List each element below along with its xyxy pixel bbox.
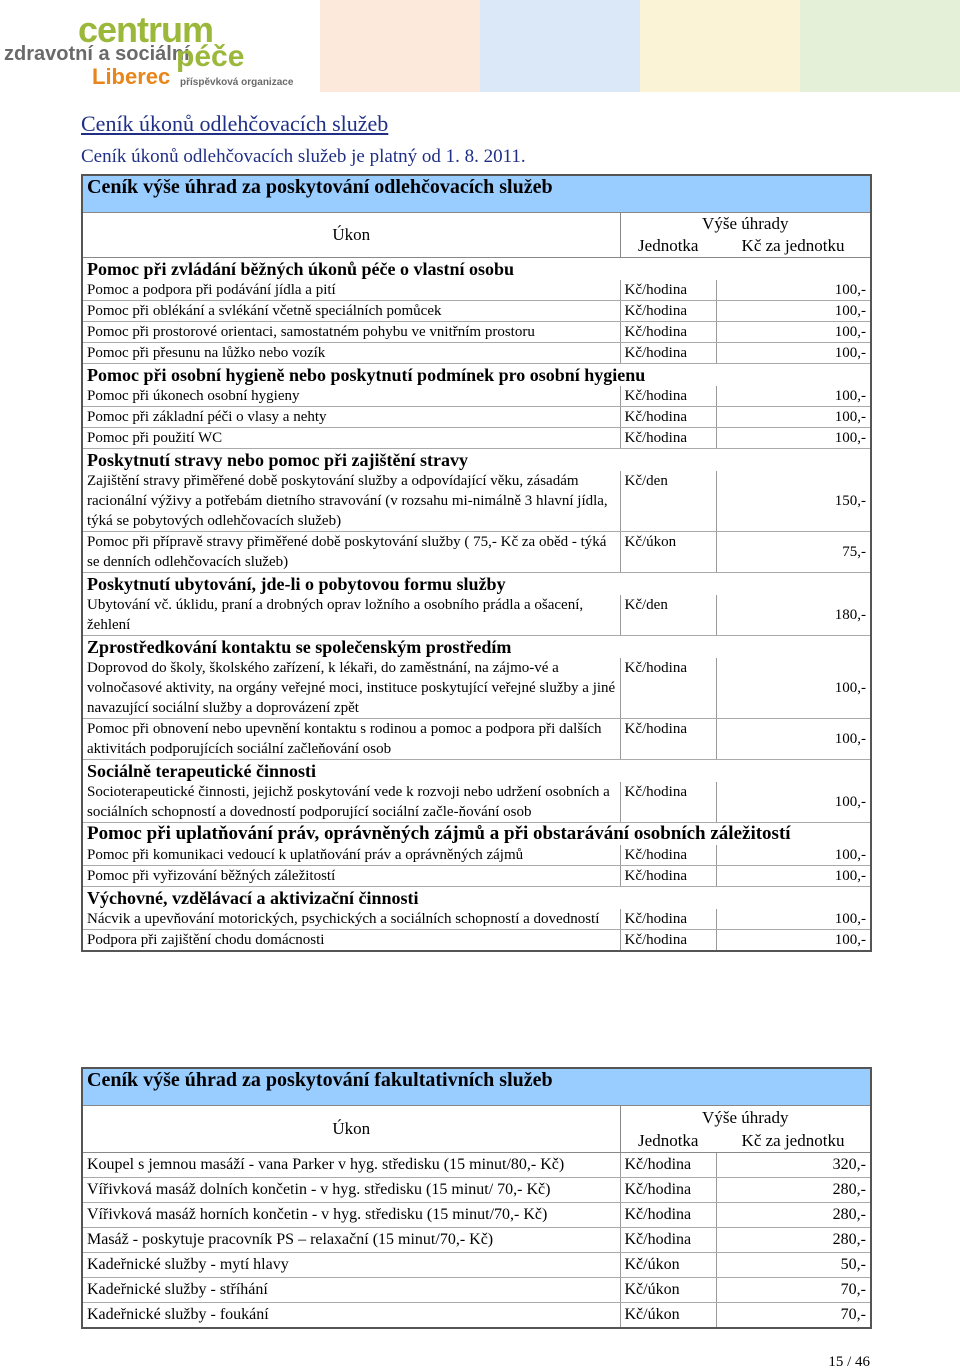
row-ukon: Koupel s jemnou masáží - vana Parker v hyg. středisku (15 minut/80,- Kč) (82, 1153, 620, 1178)
row-jednotka: Kč/hodina (620, 845, 716, 866)
page-title[interactable]: Ceník úkonů odlehčovacích služeb (81, 111, 389, 136)
row-jednotka: Kč/hodina (620, 386, 716, 407)
section-row (82, 364, 871, 387)
row-ukon: Pomoc při přípravě stravy přiměřené době poskytování služby ( 75,- Kč za oběd - týká se denních odlehčovacích služeb) (82, 532, 620, 573)
table-row (82, 782, 871, 823)
row-ukon: Doprovod do školy, školského zařízení, k lékaři, do zaměstnání, na zájmo-vé a volnočasové aktivity, na orgány veřejné moci, instituce poskytující veřejné služby a jiné navazující sociální služby a doprovázení zpět (82, 658, 620, 719)
logo-line-1: centrum (78, 9, 214, 50)
logo-line-3: Liberec (92, 64, 171, 89)
row-jednotka: Kč/den (620, 471, 716, 532)
table-row (82, 909, 871, 930)
section-title: Sociálně terapeutické činnosti (82, 760, 871, 783)
table-row (82, 1153, 871, 1178)
row-jednotka: Kč/hodina (620, 322, 716, 343)
table-row (82, 386, 871, 407)
page-subtitle: Ceník úkonů odlehčovacích služeb je platný od 1. 8. 2011. (81, 146, 526, 167)
row-cena: 100,- (716, 845, 871, 866)
row-ukon: Nácvik a upevňování motorických, psychických a sociálních schopností a dovedností (82, 909, 620, 930)
table-header-row (82, 1106, 871, 1131)
row-jednotka: Kč/úkon (620, 532, 716, 573)
row-jednotka: Kč/hodina (620, 658, 716, 719)
row-jednotka: Kč/hodina (620, 1228, 716, 1253)
table-title-row (82, 1068, 871, 1106)
row-jednotka: Kč/úkon (620, 1303, 716, 1329)
row-jednotka: Kč/hodina (620, 343, 716, 364)
table-row (82, 1303, 871, 1329)
header-jednotka: Jednotka (620, 235, 716, 258)
row-ukon: Podpora při zajištění chodu domácnosti (82, 930, 620, 952)
logo-line-4: příspěvková organizace (180, 77, 294, 88)
table-row (82, 1178, 871, 1203)
table-row (82, 1253, 871, 1278)
section-title: Pomoc při uplatňování práv, oprávněných zájmů a při obstarávání osobních záležitostí (82, 823, 871, 846)
row-jednotka: Kč/hodina (620, 719, 716, 760)
table-row (82, 1203, 871, 1228)
row-ukon: Kadeřnické služby - foukání (82, 1303, 620, 1329)
section-title: Poskytnutí stravy nebo pomoc při zajištění stravy (82, 449, 871, 472)
row-ukon: Pomoc při základní péči o vlasy a nehty (82, 407, 620, 428)
row-ukon: Ubytování vč. úklidu, praní a drobných oprav ložního a osobního prádla a ošacení, žehlení (82, 595, 620, 636)
header-band (640, 0, 800, 92)
header-band (320, 0, 480, 92)
row-cena: 100,- (716, 930, 871, 952)
row-jednotka: Kč/hodina (620, 301, 716, 322)
table-title: Ceník výše úhrad za poskytování fakultativních služeb (82, 1068, 871, 1106)
row-ukon: Masáž - poskytuje pracovník PS – relaxační (15 minut/70,- Kč) (82, 1228, 620, 1253)
row-jednotka: Kč/hodina (620, 1178, 716, 1203)
row-ukon: Pomoc při vyřizování běžných záležitostí (82, 866, 620, 887)
header-jednotka: Jednotka (620, 1130, 716, 1153)
table-row (82, 930, 871, 952)
header-kc: Kč za jednotku (716, 1130, 871, 1153)
organization-logo (0, 8, 310, 88)
row-jednotka: Kč/hodina (620, 930, 716, 952)
table-row (82, 1228, 871, 1253)
section-row (82, 449, 871, 472)
row-cena: 100,- (716, 428, 871, 449)
row-ukon: Pomoc při obnovení nebo upevnění kontaktu s rodinou a pomoc a podpora při dalších aktivitách podporujících sociální začleňování osob (82, 719, 620, 760)
row-cena: 320,- (716, 1153, 871, 1178)
table-row (82, 471, 871, 532)
row-cena: 100,- (716, 909, 871, 930)
table-row (82, 532, 871, 573)
table-row (82, 719, 871, 760)
section-row (82, 823, 871, 846)
row-ukon: Pomoc při přesunu na lůžko nebo vozík (82, 343, 620, 364)
table-row (82, 301, 871, 322)
price-table-optional (81, 1067, 872, 1329)
row-cena: 100,- (716, 782, 871, 823)
header-ukon: Úkon (82, 213, 620, 258)
row-jednotka: Kč/hodina (620, 909, 716, 930)
page-header (0, 0, 960, 92)
table-row (82, 428, 871, 449)
header-band (800, 0, 960, 92)
row-cena: 100,- (716, 386, 871, 407)
row-jednotka: Kč/úkon (620, 1253, 716, 1278)
header-ukon: Úkon (82, 1106, 620, 1153)
row-jednotka: Kč/úkon (620, 1278, 716, 1303)
row-jednotka: Kč/hodina (620, 1203, 716, 1228)
header-kc: Kč za jednotku (716, 235, 871, 258)
price-table-respite (81, 174, 872, 952)
section-title: Pomoc při osobní hygieně nebo poskytnutí podmínek pro osobní hygienu (82, 364, 871, 387)
row-ukon: Kadeřnické služby - mytí hlavy (82, 1253, 620, 1278)
table-row (82, 866, 871, 887)
logo-line-2: zdravotní a sociální (4, 43, 190, 65)
header-vyse: Výše úhrady (620, 213, 871, 236)
row-ukon: Pomoc při komunikaci vedoucí k uplatňování práv a oprávněných zájmů (82, 845, 620, 866)
table-row (82, 407, 871, 428)
section-row (82, 636, 871, 659)
row-cena: 280,- (716, 1178, 871, 1203)
row-jednotka: Kč/den (620, 595, 716, 636)
row-ukon: Pomoc při prostorové orientaci, samostatném pohybu ve vnitřním prostoru (82, 322, 620, 343)
section-row (82, 887, 871, 910)
row-jednotka: Kč/hodina (620, 428, 716, 449)
row-ukon: Pomoc při použití WC (82, 428, 620, 449)
table-row (82, 845, 871, 866)
row-ukon: Pomoc při oblékání a svlékání včetně speciálních pomůcek (82, 301, 620, 322)
row-cena: 280,- (716, 1228, 871, 1253)
row-ukon: Socioterapeutické činnosti, jejichž poskytování vede k rozvoji nebo udržení osobních a sociálních schopností a dovedností podporující sociální začle-ňování osob (82, 782, 620, 823)
section-row (82, 573, 871, 596)
section-title: Zprostředkování kontaktu se společenským prostředím (82, 636, 871, 659)
row-cena: 100,- (716, 343, 871, 364)
row-cena: 100,- (716, 719, 871, 760)
row-cena: 180,- (716, 595, 871, 636)
section-row (82, 760, 871, 783)
row-jednotka: Kč/hodina (620, 407, 716, 428)
table-row (82, 322, 871, 343)
table-row (82, 1278, 871, 1303)
row-cena: 70,- (716, 1278, 871, 1303)
table-row (82, 658, 871, 719)
row-cena: 100,- (716, 407, 871, 428)
row-jednotka: Kč/hodina (620, 1153, 716, 1178)
row-ukon: Kadeřnické služby - stříhání (82, 1278, 620, 1303)
row-cena: 280,- (716, 1203, 871, 1228)
table-row (82, 280, 871, 301)
row-ukon: Pomoc při úkonech osobní hygieny (82, 386, 620, 407)
section-row (82, 258, 871, 281)
row-cena: 100,- (716, 322, 871, 343)
section-title: Výchovné, vzdělávací a aktivizační činnosti (82, 887, 871, 910)
header-vyse: Výše úhrady (620, 1106, 871, 1131)
table-row (82, 595, 871, 636)
page-number: 15 / 46 (828, 1354, 870, 1370)
header-band (480, 0, 640, 92)
logo-line-2b: péče (176, 40, 245, 73)
row-ukon: Vířivková masáž horních končetin - v hyg. středisku (15 minut/70,- Kč) (82, 1203, 620, 1228)
row-cena: 50,- (716, 1253, 871, 1278)
table-row (82, 343, 871, 364)
row-ukon: Pomoc a podpora při podávání jídla a pití (82, 280, 620, 301)
section-title: Pomoc při zvládání běžných úkonů péče o vlastní osobu (82, 258, 871, 281)
row-ukon: Zajištění stravy přiměřené době poskytování služby a odpovídající věku, zásadám racionální výživy a potřebám dietního stravování (v rozsahu mi-nimálně 3 hlavní jídla, týká se pobytových odlehčovacích služeb) (82, 471, 620, 532)
row-cena: 100,- (716, 280, 871, 301)
table-title-row (82, 175, 871, 213)
section-title: Poskytnutí ubytování, jde-li o pobytovou formu služby (82, 573, 871, 596)
row-cena: 100,- (716, 658, 871, 719)
row-cena: 100,- (716, 301, 871, 322)
row-cena: 70,- (716, 1303, 871, 1329)
row-cena: 100,- (716, 866, 871, 887)
row-jednotka: Kč/hodina (620, 280, 716, 301)
table-title: Ceník výše úhrad za poskytování odlehčovacích služeb (82, 175, 871, 213)
row-cena: 150,- (716, 471, 871, 532)
row-jednotka: Kč/hodina (620, 866, 716, 887)
table-header-row (82, 213, 871, 236)
row-cena: 75,- (716, 532, 871, 573)
row-ukon: Vířivková masáž dolních končetin - v hyg. středisku (15 minut/ 70,- Kč) (82, 1178, 620, 1203)
row-jednotka: Kč/hodina (620, 782, 716, 823)
